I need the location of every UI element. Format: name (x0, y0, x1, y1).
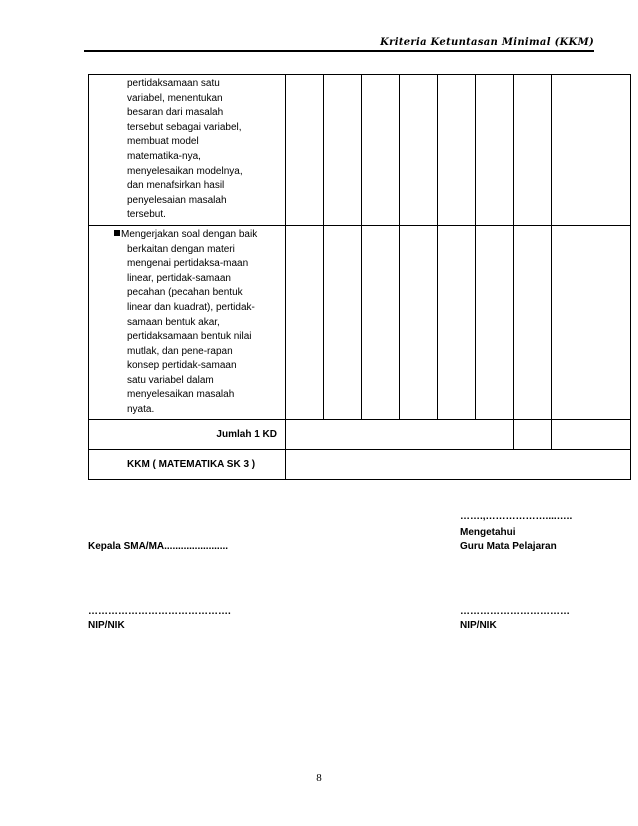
score-cell (438, 225, 476, 419)
indicator-text-line: mengenai pertidaksa-maan (127, 258, 249, 270)
indicator-text-line: variabel, menentukan (127, 92, 223, 104)
score-cell (324, 75, 362, 226)
table-row (89, 75, 631, 226)
indicator-continued-text (89, 75, 285, 225)
score-cell (476, 75, 514, 226)
indicator-bullet-text (127, 243, 281, 418)
indicator-text-line: nyata. (127, 404, 155, 416)
indicator-text-line: berkaitan dengan materi (127, 243, 235, 255)
indicator-text-line: pertidaksamaan bentuk nilai (127, 331, 252, 343)
score-cell (400, 225, 438, 419)
score-cell (514, 419, 552, 449)
indicator-text-line: besaran dari masalah (127, 107, 224, 119)
indicator-bullet-first-line: Mengerjakan soal dengan baik (121, 228, 258, 240)
jumlah-merged-cell (286, 419, 514, 449)
kepala-signature-dots: ……………………………………. (88, 606, 231, 617)
page-number: 8 (316, 772, 322, 784)
indicator-text-line: menyelesaikan modelnya, (127, 165, 243, 177)
score-cell (324, 225, 362, 419)
indicator-text-line: penyelesaian masalah (127, 194, 227, 206)
indicator-text-line: dan menafsirkan hasil (127, 180, 225, 192)
mengetahui-label: Mengetahui (460, 527, 516, 538)
score-cell (438, 75, 476, 226)
score-cell (514, 75, 552, 226)
kepala-sekolah-label: Kepala SMA/MA....................... (88, 541, 229, 552)
indicator-text-line: konsep pertidak-samaan (127, 360, 237, 372)
score-cell (362, 75, 400, 226)
guru-mata-pelajaran-label: Guru Mata Pelajaran (460, 541, 557, 552)
indicator-text-line: satu variabel dalam (127, 374, 214, 386)
indicator-cell (89, 225, 286, 419)
table-row (89, 225, 631, 419)
indicator-text-line: pertidaksamaan satu (127, 78, 220, 89)
indicator-text-line: linear, pertidak-samaan (127, 272, 231, 284)
guru-nip-label: NIP/NIK (460, 620, 497, 631)
indicator-text-line: tersebut sebagai variabel, (127, 121, 242, 133)
bullet-icon (114, 230, 120, 236)
indicator-text-line: samaan bentuk akar, (127, 316, 220, 328)
indicator-bullet-item (89, 226, 285, 419)
score-cell (476, 225, 514, 419)
header-rule (84, 50, 594, 52)
indicator-text-line: tersebut. (127, 209, 166, 221)
indicator-text-line: menyelesaikan masalah (127, 389, 235, 401)
kkm-label: KKM ( MATEMATIKA SK 3 ) (89, 449, 286, 479)
kkm-value-cell (286, 449, 631, 479)
score-cell (286, 225, 324, 419)
score-cell (400, 75, 438, 226)
indicator-text-line: linear dan kuadrat), pertidak- (127, 301, 255, 313)
indicator-cell (89, 75, 286, 226)
score-cell (362, 225, 400, 419)
jumlah-row (89, 419, 631, 449)
indicator-text-line: mutlak, dan pene-rapan (127, 345, 233, 357)
kkm-table (88, 74, 631, 480)
score-cell (552, 225, 631, 419)
indicator-text-line: membuat model (127, 136, 199, 148)
indicator-text-line: pecahan (pecahan bentuk (127, 287, 243, 299)
score-cell (552, 75, 631, 226)
guru-signature-dots: …………………………… (460, 606, 570, 617)
document-header-title: Kriteria Ketuntasan Minimal (KKM) (380, 37, 594, 48)
score-cell (514, 225, 552, 419)
kkm-row (89, 449, 631, 479)
jumlah-label: Jumlah 1 KD (89, 419, 286, 449)
indicator-text-line: matematika-nya, (127, 150, 201, 162)
score-cell (286, 75, 324, 226)
place-date-line: …….,………………....….. (460, 511, 573, 522)
kepala-nip-label: NIP/NIK (88, 620, 125, 631)
score-cell (552, 419, 631, 449)
